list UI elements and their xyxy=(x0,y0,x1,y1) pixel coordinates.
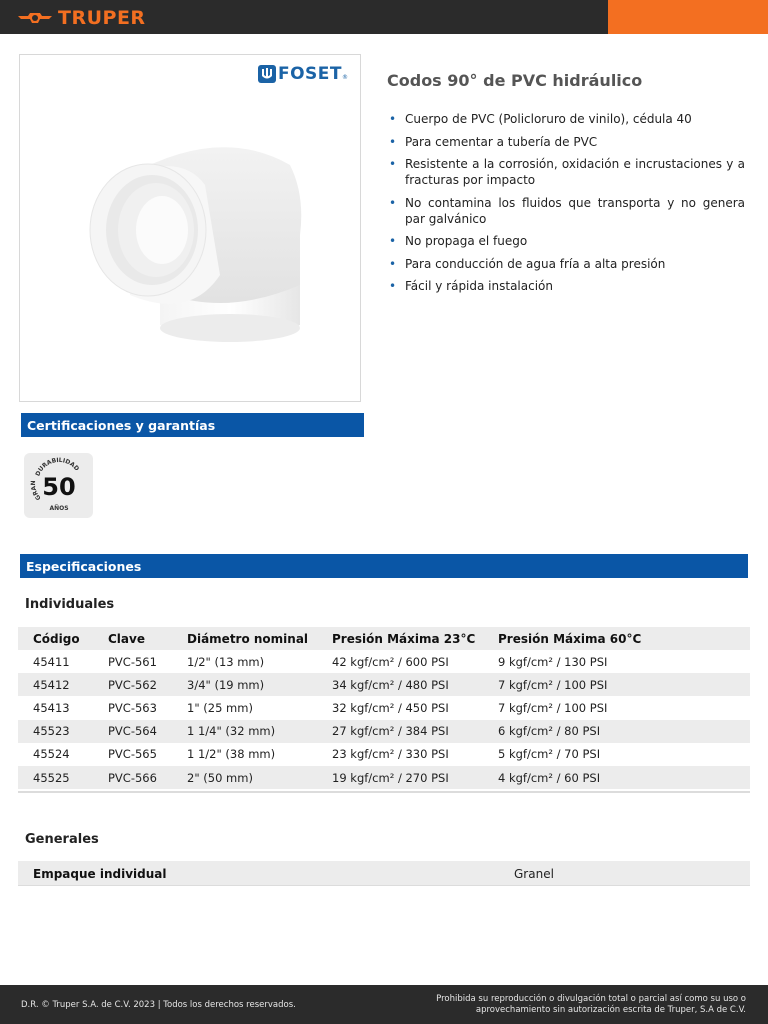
feature-item: • Para conducción de agua fría a alta presión xyxy=(389,256,745,272)
general-row xyxy=(18,861,750,886)
table-cell: 5 kgf/cm² / 70 PSI xyxy=(498,747,601,762)
table-cell: 45412 xyxy=(33,677,70,692)
table-cell: PVC-562 xyxy=(108,677,157,692)
table-row xyxy=(18,696,750,719)
table-cell: 7 kgf/cm² / 100 PSI xyxy=(498,677,608,692)
column-header: Diámetro nominal xyxy=(187,631,309,646)
pvc-elbow-image xyxy=(70,125,310,355)
specifications-heading: Especificaciones xyxy=(20,554,748,578)
table-row xyxy=(18,650,750,673)
general-divider xyxy=(18,885,750,886)
table-row xyxy=(18,743,750,766)
truper-logo[interactable] xyxy=(18,7,146,29)
table-cell: 27 kgf/cm² / 384 PSI xyxy=(332,724,449,739)
specs-table xyxy=(18,627,750,789)
column-header: Presión Máxima 60°C xyxy=(498,631,642,646)
brand-name: TRUPER xyxy=(58,7,146,29)
table-cell: 1 1/2" (38 mm) xyxy=(187,747,276,762)
table-cell: 4 kgf/cm² / 60 PSI xyxy=(498,770,601,785)
badge-left-text: GRAN xyxy=(29,480,43,502)
copyright-text: D.R. © Truper S.A. de C.V. 2023 | Todos los derechos reservados. xyxy=(21,1000,296,1010)
svg-text:GRAN xyxy=(30,480,43,501)
feature-list xyxy=(389,111,745,301)
table-cell: 42 kgf/cm² / 600 PSI xyxy=(332,654,449,669)
header-accent-block xyxy=(608,0,768,34)
table-cell: 19 kgf/cm² / 270 PSI xyxy=(332,770,449,785)
column-header: Presión Máxima 23°C xyxy=(332,631,476,646)
table-header-row xyxy=(18,627,750,650)
table-cell: 45411 xyxy=(33,654,70,669)
table-row xyxy=(18,673,750,696)
certifications-heading: Certificaciones y garantías xyxy=(21,413,364,437)
column-header: Código xyxy=(33,631,80,646)
table-row xyxy=(18,720,750,743)
table-cell: 6 kgf/cm² / 80 PSI xyxy=(498,724,601,739)
badge-top-text: DURABILIDAD xyxy=(34,456,81,478)
table-cell: 1/2" (13 mm) xyxy=(187,654,265,669)
table-cell: 1 1/4" (32 mm) xyxy=(187,724,276,739)
table-cell: 7 kgf/cm² / 100 PSI xyxy=(498,700,608,715)
table-cell: PVC-563 xyxy=(108,700,157,715)
legal-notice xyxy=(366,994,746,1016)
general-subheading: Generales xyxy=(25,832,99,847)
feature-item: • Resistente a la corrosión, oxidación e incrustaciones y a fracturas por impacto xyxy=(389,156,745,188)
table-cell: PVC-561 xyxy=(108,654,157,669)
general-value: Granel xyxy=(514,866,554,881)
product-title: Codos 90° de PVC hidráulico xyxy=(387,71,643,90)
table-cell: 45524 xyxy=(33,747,70,762)
badge-bottom-text: AÑOS xyxy=(49,505,69,512)
table-divider xyxy=(18,791,750,793)
foset-brand-text: FOSET xyxy=(277,64,342,84)
foset-logo xyxy=(258,64,348,84)
table-cell: 34 kgf/cm² / 480 PSI xyxy=(332,677,449,692)
table-cell: 45525 xyxy=(33,770,70,785)
truper-wings-icon xyxy=(18,11,52,25)
foset-emblem-icon xyxy=(258,65,276,83)
table-cell: 2" (50 mm) xyxy=(187,770,253,785)
table-cell: 3/4" (19 mm) xyxy=(187,677,265,692)
badge-number: 50 xyxy=(42,473,76,501)
table-cell: PVC-566 xyxy=(108,770,157,785)
table-cell: PVC-565 xyxy=(108,747,157,762)
feature-item: • Para cementar a tubería de PVC xyxy=(389,134,745,150)
table-cell: 45523 xyxy=(33,724,70,739)
table-row xyxy=(18,766,750,789)
product-image-frame xyxy=(19,54,361,402)
header-bar xyxy=(0,0,768,34)
feature-item: • Fácil y rápida instalación xyxy=(389,278,745,294)
feature-item: • No propaga el fuego xyxy=(389,233,745,249)
column-header: Clave xyxy=(108,631,145,646)
feature-item: • Cuerpo de PVC (Policloruro de vinilo), cédula 40 xyxy=(389,111,745,127)
durability-badge xyxy=(24,453,93,518)
feature-item: • No contamina los fluidos que transporta y no genera par galvánico xyxy=(389,195,745,227)
table-cell: 23 kgf/cm² / 330 PSI xyxy=(332,747,449,762)
footer xyxy=(0,985,768,1024)
table-cell: 32 kgf/cm² / 450 PSI xyxy=(332,700,449,715)
durability-50-years-icon xyxy=(24,453,93,518)
legal-line-1: Prohibida su reproducción o divulgación total o parcial así como su uso o xyxy=(436,994,746,1004)
legal-line-2: aprovechamiento sin autorización escrita de Truper, S.A de C.V. xyxy=(475,1005,746,1015)
individual-subheading: Individuales xyxy=(25,597,115,612)
general-label: Empaque individual xyxy=(33,866,167,881)
registered-mark: ® xyxy=(342,74,348,81)
table-cell: 9 kgf/cm² / 130 PSI xyxy=(498,654,608,669)
table-cell: 1" (25 mm) xyxy=(187,700,253,715)
table-cell: PVC-564 xyxy=(108,724,157,739)
table-cell: 45413 xyxy=(33,700,70,715)
